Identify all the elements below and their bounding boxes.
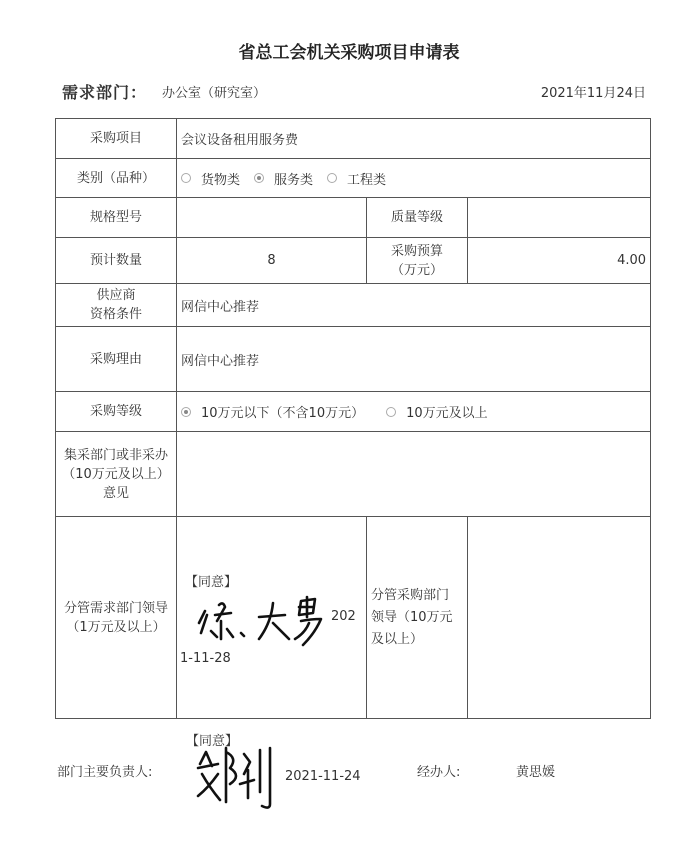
radio-unchecked-icon [327, 173, 337, 183]
form-title: 省总工会机关采购项目申请表 [238, 43, 460, 63]
category-engineering-label: 工程类 [347, 172, 387, 188]
level-radio-below-100k[interactable] [181, 402, 364, 421]
radio-checked-icon [181, 407, 191, 417]
leader-signature-image [197, 593, 327, 653]
level-below-label: 10万元以下（不含10万元） [201, 406, 365, 421]
item-label: 采购项目 [56, 119, 177, 159]
budget-label-line1: 采购预算 [390, 243, 443, 259]
proc-leader-label-line1: 分管采购部门 [371, 587, 450, 603]
budget-label [367, 238, 468, 284]
radio-checked-icon [254, 173, 264, 183]
radio-unchecked-icon [181, 173, 191, 183]
dept-head-signature-image [196, 744, 280, 814]
leader-approve-tag: 【同意】 [185, 575, 238, 590]
leader-date-part1: 202 [331, 609, 356, 624]
spec-label: 规格型号 [56, 198, 177, 238]
radio-unchecked-icon [386, 407, 396, 417]
form-date: 2021年11月24日 [540, 86, 646, 101]
level-radio-100k-above[interactable] [386, 402, 488, 421]
application-form-table [55, 118, 651, 719]
quality-value[interactable] [468, 198, 651, 238]
leader-date-part2: 1-11-28 [180, 651, 231, 666]
spec-value[interactable] [177, 198, 367, 238]
dept-value: 办公室（研究室） [162, 86, 267, 101]
proc-leader-label [367, 517, 468, 719]
proc-leader-value[interactable] [468, 517, 651, 719]
dept-head-label: 部门主要负责人: [57, 765, 153, 780]
reason-value[interactable]: 网信中心推荐 [177, 327, 651, 392]
level-above-label: 10万元及以上 [406, 406, 488, 421]
central-value[interactable] [177, 432, 651, 517]
dept-head-approve-tag: 【同意】 [186, 734, 239, 749]
qty-value[interactable]: 8 [177, 238, 367, 284]
central-label-line2: （10万元及以上） [62, 466, 170, 482]
central-label-line3: 意见 [102, 485, 129, 501]
leader-approval-cell[interactable] [177, 517, 367, 719]
leader-label-line1: 分管需求部门领导 [63, 600, 168, 616]
budget-label-line2: （万元） [390, 262, 443, 278]
proc-leader-label-line3: 及以上） [371, 631, 424, 647]
supplier-label-line2: 资格条件 [89, 307, 142, 322]
handler-value: 黄思媛 [516, 765, 556, 780]
proc-leader-label-line2: 领导（10万元 [371, 609, 453, 625]
handler-label: 经办人: [417, 765, 461, 780]
supplier-value[interactable]: 网信中心推荐 [177, 284, 651, 327]
level-label: 采购等级 [56, 392, 177, 432]
level-options [177, 392, 651, 432]
category-radio-service[interactable] [254, 169, 313, 188]
category-radio-goods[interactable] [181, 169, 240, 188]
quality-label: 质量等级 [367, 198, 468, 238]
leader-label-line2: （1万元及以上） [66, 619, 166, 635]
dept-label: 需求部门： [62, 83, 148, 102]
supplier-label-line1: 供应商 [96, 288, 136, 303]
category-options [177, 159, 651, 198]
category-radio-engineering[interactable] [327, 169, 386, 188]
reason-label: 采购理由 [56, 327, 177, 392]
category-goods-label: 货物类 [201, 172, 241, 188]
category-service-label: 服务类 [274, 172, 314, 188]
supplier-label [56, 284, 177, 327]
dept-head-date: 2021-11-24 [285, 769, 361, 784]
central-label-line1: 集采部门或非采办 [63, 447, 168, 463]
category-label: 类别（品种） [56, 159, 177, 198]
qty-label: 预计数量 [56, 238, 177, 284]
central-label [56, 432, 177, 517]
budget-value[interactable]: 4.00 [468, 238, 651, 284]
item-value[interactable]: 会议设备租用服务费 [177, 119, 651, 159]
leader-label [56, 517, 177, 719]
